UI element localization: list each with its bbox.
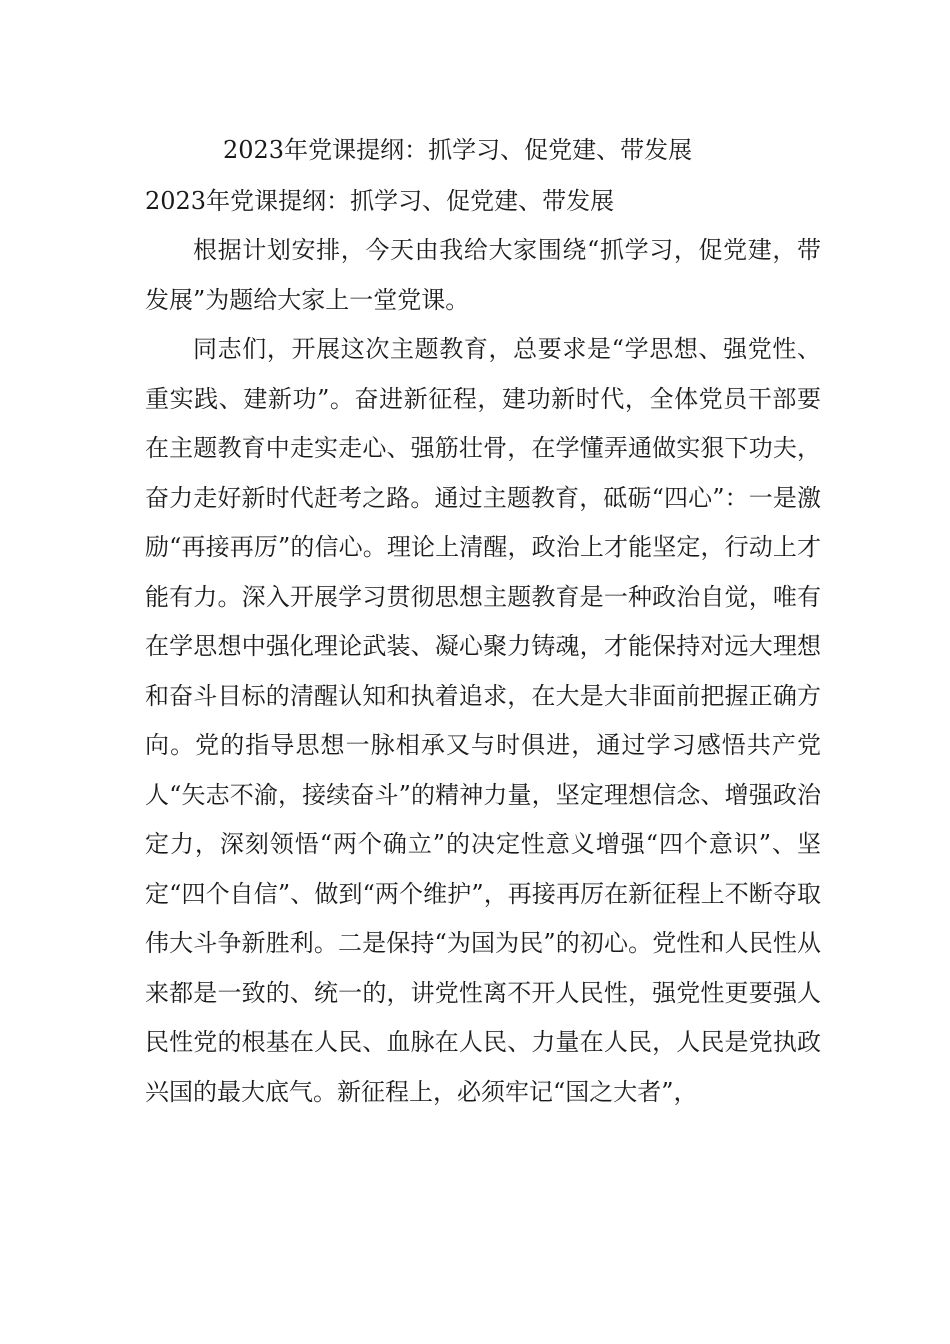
document-title-repeat: 2023年党课提纲：抓学习、促党建、带发展: [145, 187, 615, 215]
paragraph-intro: 根据计划安排，今天由我给大家围绕“抓学习，促党建，带发展”为题给大家上一堂党课。: [145, 236, 821, 314]
document-body: [145, 124, 821, 1117]
paragraph-main: 同志们，开展这次主题教育，总要求是“学思想、强党性、重实践、建新功”。奋进新征程，建功新时代，全体党员干部要在主题教育中走实走心、强筋壮骨，在学懂弄通做实狠下功夫，奋力走好新时代赶考之路。通过主题教育，砥砺“四心”：一是激励“再接再厉”的信心。理论上清醒，政治上才能坚定，行动上才能有力。深入开展学习贯彻思想主题教育是一种政治自觉，唯有在学思想中强化理论武装、凝心聚力铸魂，才能保持对远大理想和奋斗目标的清醒认知和执着追求，在大是大非面前把握正确方向。党的指导思想一脉相承又与时俱进，通过学习感悟共产党人“矢志不渝，接续奋斗”的精神力量，坚定理想信念、增强政治定力，深刻领悟“两个确立”的决定性意义增强“四个意识”、坚定“四个自信”、做到“两个维护”，再接再厉在新征程上不断夺取伟大斗争新胜利。二是保持“为国为民”的初心。党性和人民性从来都是一致的、统一的，讲党性离不开人民性，强党性更要强人民性党的根基在人民、血脉在人民、力量在人民，人民是党执政兴国的最大底气。新征程上，必须牢记“国之大者”，: [145, 335, 821, 1106]
document-title-centered: 2023年党课提纲：抓学习、促党建、带发展: [223, 136, 693, 164]
